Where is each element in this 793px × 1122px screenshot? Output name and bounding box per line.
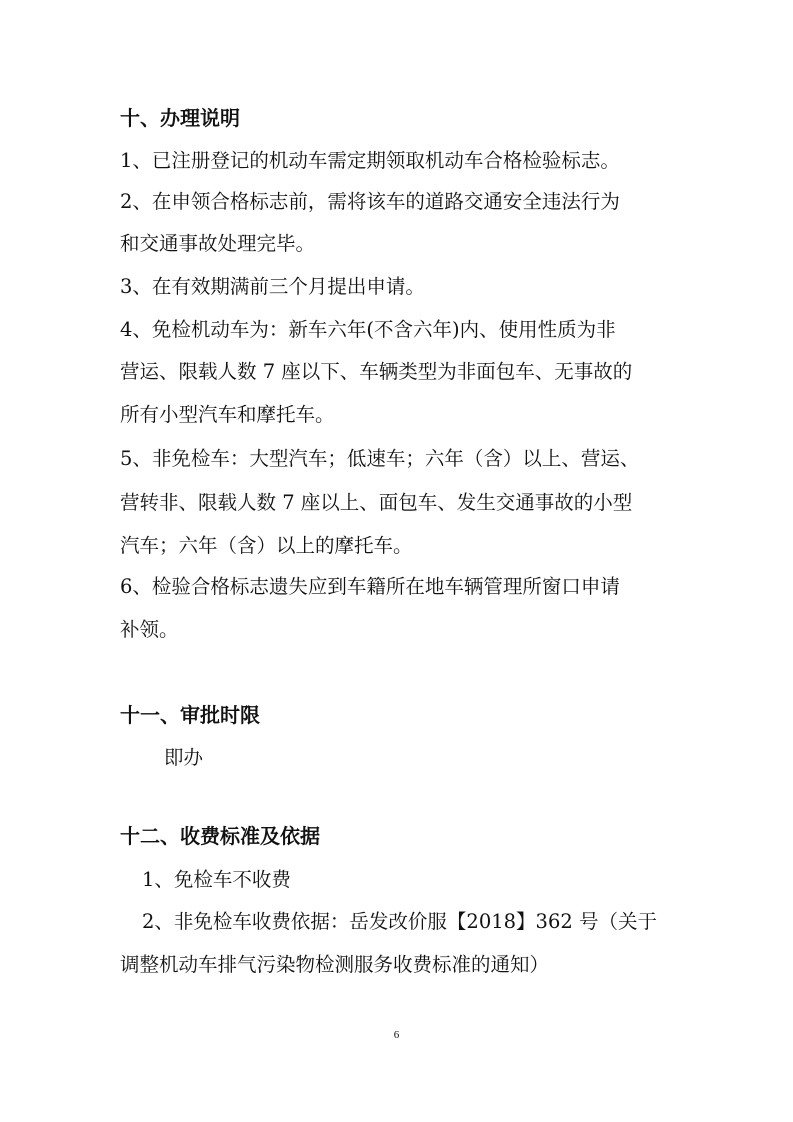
section-10-line-12: 补领。 [120,618,179,641]
section-10-line-6: 营运、限载人数 7 座以下、车辆类型为非面包车、无事故的 [120,360,633,383]
section-12-line-1: 1、免检车不收费 [142,868,291,891]
section-12-heading: 十二、收费标准及依据 [120,824,320,848]
section-10-line-7: 所有小型汽车和摩托车。 [120,403,335,426]
section-12-line-3: 调整机动车排气污染物检测服务收费标准的通知） [120,953,550,976]
section-10-line-9: 营转非、限载人数 7 座以上、面包车、发生交通事故的小型 [120,491,633,514]
section-10-line-1: 1、已注册登记的机动车需定期领取机动车合格检验标志。 [120,149,620,172]
section-10-heading: 十、办理说明 [120,106,240,130]
section-11-body: 即办 [164,746,204,769]
section-11-heading: 十一、审批时限 [120,703,260,727]
section-10-line-11: 6、检验合格标志遗失应到车籍所在地车辆管理所窗口申请 [120,575,620,598]
section-10-line-2: 2、在申领合格标志前，需将该车的道路交通安全违法行为 [120,190,620,213]
section-10-line-8: 5、非免检车：大型汽车；低速车；六年（含）以上、营运、 [120,447,640,470]
section-12-line-2: 2、非免检车收费依据：岳发改价服【2018】362 号（关于 [142,910,657,933]
section-10-line-10: 汽车；六年（含）以上的摩托车。 [120,534,413,557]
section-10-line-3: 和交通事故处理完毕。 [120,232,316,255]
page-number: 6 [393,1029,400,1041]
section-10-line-5: 4、免检机动车为：新车六年(不含六年)内、使用性质为非 [120,318,616,341]
section-10-line-4: 3、在有效期满前三个月提出申请。 [120,275,425,298]
